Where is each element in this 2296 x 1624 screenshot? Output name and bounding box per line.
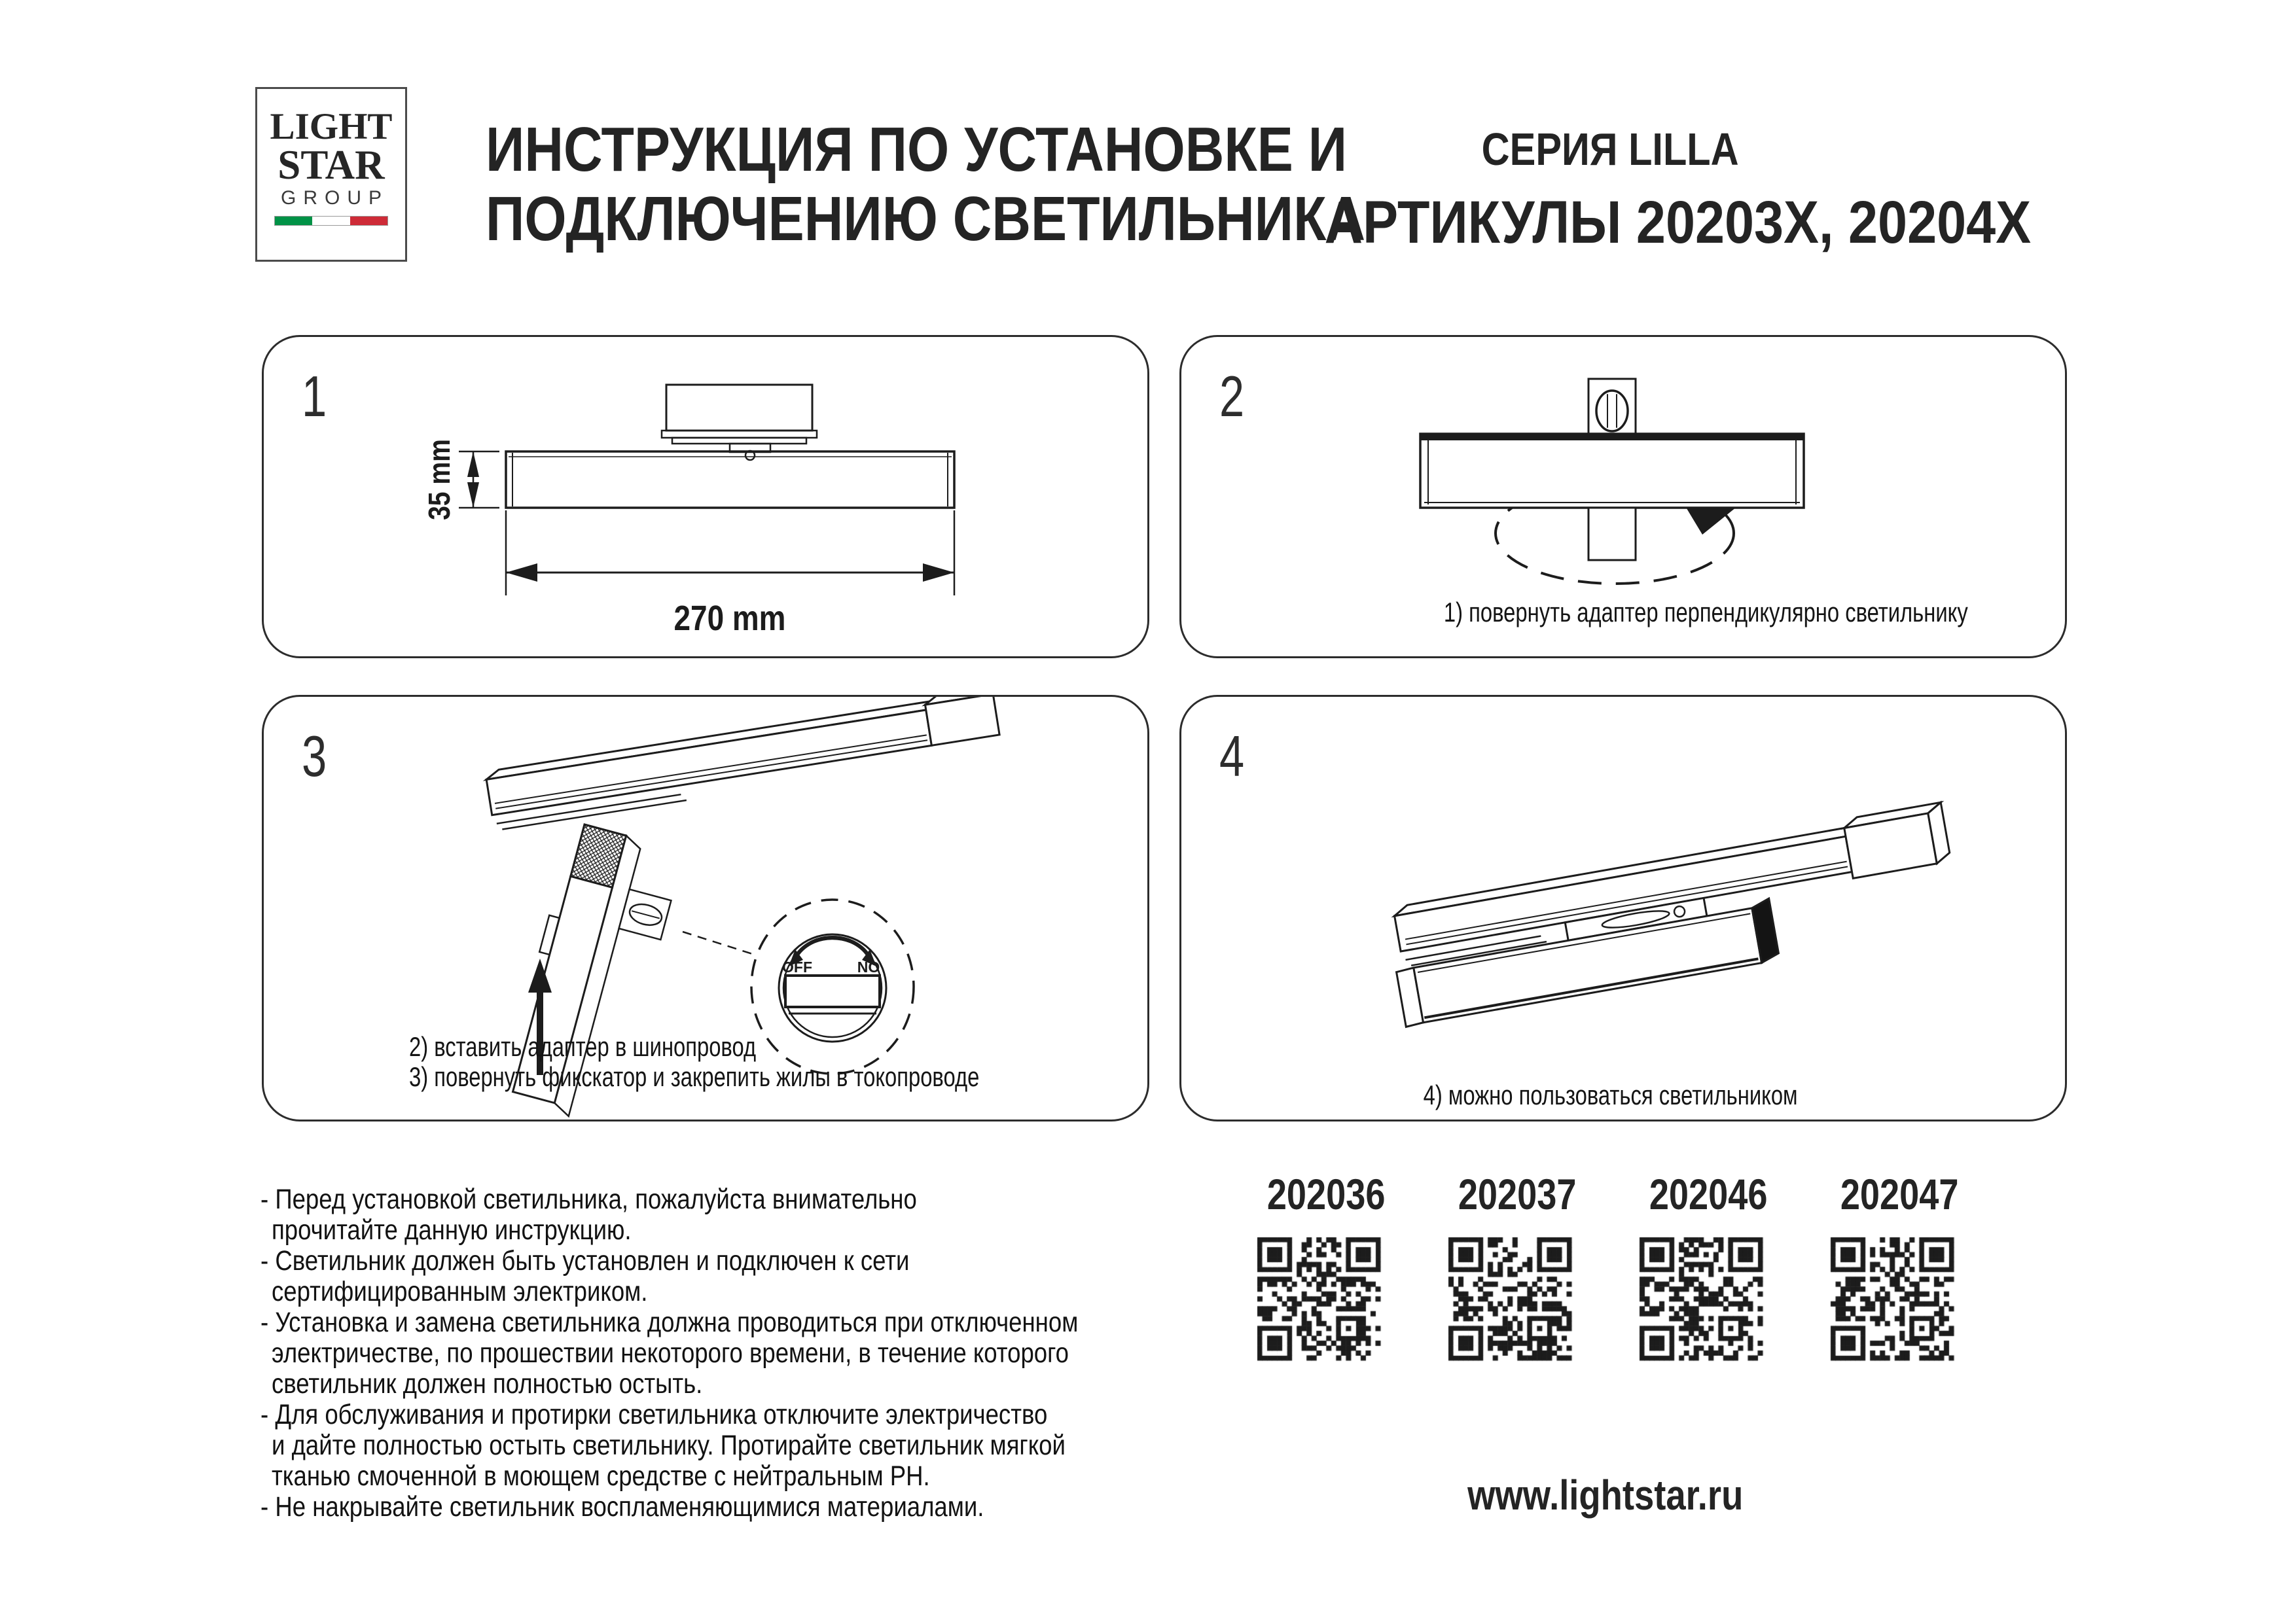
safety-note-line: и дайте полностью остыть светильнику. Протирайте светильник мягкой [272, 1430, 1066, 1461]
safety-note-line: светильник должен полностью остыть. [272, 1368, 703, 1400]
qr-item [1827, 1171, 1957, 1364]
qr-article-label: 202036 [1266, 1170, 1386, 1218]
qr-item [1636, 1171, 1766, 1364]
logo-word-group: GROUP [280, 187, 389, 209]
step4-caption: 4) можно пользоваться светильником [1424, 1080, 1798, 1110]
safety-note-line: - Светильник должен быть установлен и подключен к сети [260, 1245, 910, 1277]
qr-code-image [1254, 1234, 1384, 1364]
height-dimension-label: 35 mm [423, 439, 457, 520]
qr-article-label: 202047 [1840, 1170, 1959, 1218]
track-rail [484, 697, 1016, 830]
safety-note-line: тканью смоченной в моющем средстве с нейтральным PH. [272, 1460, 930, 1492]
qr-code-image [1827, 1234, 1957, 1364]
italian-flag-icon [274, 216, 388, 226]
step-number-2: 2 [1219, 364, 1245, 429]
step1-dimension-diagram [264, 337, 1147, 656]
title-line-2: ПОДКЛЮЧЕНИЮ СВЕТИЛЬНИКА [486, 184, 1366, 254]
luminaire-side-view [506, 451, 954, 508]
qr-code-image [1636, 1234, 1766, 1364]
safety-note-line: - Установка и замена светильника должна проводиться при отключенном [260, 1307, 1079, 1338]
width-dimension-label: 270 mm [673, 598, 786, 638]
safety-notes [260, 1184, 1223, 1523]
flag-red-stripe [350, 217, 387, 225]
safety-note-line: - Перед установкой светильника, пожалуйста внимательно [260, 1184, 917, 1215]
safety-note-line: - Для обслуживания и протирки светильника отключите электричество [260, 1399, 1048, 1430]
step3-captions: 2) вставить адаптер в шинопровод 3) повернуть фикскатор и закрепить жилы в токопроводе [409, 1031, 980, 1092]
step-panel-2 [1179, 335, 2067, 658]
qr-item [1445, 1171, 1575, 1364]
logo-word-star: STAR [278, 142, 385, 188]
safety-note-line: прочитайте данную инструкцию. [272, 1214, 632, 1246]
qr-code-image [1445, 1234, 1575, 1364]
step-panel-3 [262, 695, 1149, 1121]
safety-note-line: электричестве, по прошествии некоторого времени, в течение которого [272, 1337, 1069, 1369]
step2-caption: 1) повернуть адаптер перпендикулярно светильнику [1443, 597, 1968, 627]
lightstar-logo [255, 87, 407, 262]
knob-on-label: NO [857, 959, 880, 976]
step4-installed-diagram [1181, 697, 2065, 1120]
luminaire-top-view [1420, 434, 1804, 508]
adapter-side-view [666, 385, 812, 431]
step-number-4: 4 [1219, 724, 1245, 788]
title-line-1: ИНСТРУКЦИЯ ПО УСТАНОВКЕ И [486, 115, 1348, 185]
series-name: СЕРИЯ LILLA [1481, 124, 1739, 175]
knob-off-label: OFF [782, 959, 812, 976]
website-url: www.lightstar.ru [1467, 1472, 1744, 1519]
safety-note-line: - Не накрывайте светильник воспламеняющимися материалами. [260, 1491, 984, 1523]
qr-item [1254, 1171, 1384, 1364]
step-number-3: 3 [302, 724, 327, 788]
step-panel-4 [1179, 695, 2067, 1121]
magnifier-pointer-line [683, 932, 757, 955]
qr-article-label: 202046 [1649, 1170, 1768, 1218]
article-numbers: АРТИКУЛЫ 20203X, 20204X [1324, 189, 2032, 256]
qr-article-label: 202037 [1458, 1170, 1577, 1218]
flag-green-stripe [275, 217, 312, 225]
knob-slot [785, 976, 880, 1007]
safety-note-line: сертифицированным электриком. [272, 1276, 648, 1307]
logo-word-light: LIGHT [270, 106, 393, 147]
flag-white-stripe [312, 217, 350, 225]
step-number-1: 1 [302, 364, 327, 429]
step-panel-1 [262, 335, 1149, 658]
